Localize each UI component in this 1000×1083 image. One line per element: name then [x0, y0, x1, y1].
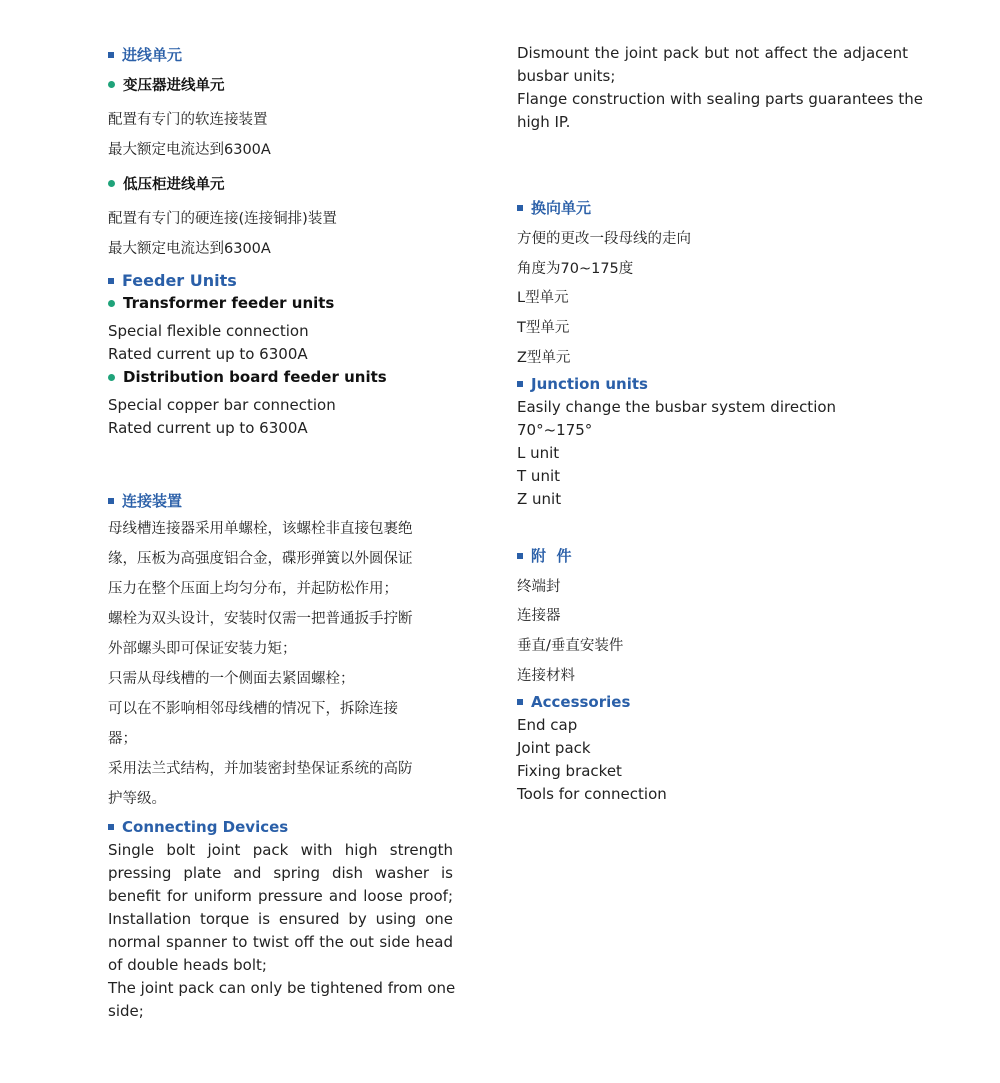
connecting-en-line: benefit for uniform pressure and loose proof; [108, 887, 453, 905]
connecting-en-line: The joint pack can only be tightened from one [108, 979, 456, 997]
connecting-zh-line: 缘，压板为高强度铝合金，碟形弹簧以外圆保证 [108, 551, 413, 567]
accessories-en-line-1: End cap [517, 716, 578, 734]
junction-zh-heading [517, 197, 917, 218]
continued-en-line: Dismount the joint pack but not affect the adjacent [517, 44, 908, 62]
accessories-en-line-4: Tools for connection [517, 785, 667, 803]
lv-board-incoming-zh-title-text: 低压柜进线单元 [123, 177, 225, 193]
distribution-feeder-en-line-1: Special copper bar connection [108, 396, 336, 414]
dot-bullet-icon [108, 81, 115, 88]
connecting-zh-line: 只需从母线槽的一个侧面去紧固螺栓； [108, 671, 355, 687]
transformer-incoming-zh-line-2: 最大额定电流达到6300A [108, 142, 271, 158]
junction-zh-line-2: 角度为70~175度 [517, 261, 634, 277]
square-bullet-icon [517, 381, 523, 387]
connecting-en-paragraph [108, 839, 456, 1023]
junction-zh-line-3: L型单元 [517, 290, 569, 306]
square-bullet-icon [108, 52, 114, 58]
lv-board-incoming-zh-line-1: 配置有专门的硬连接(连接铜排)装置 [108, 211, 337, 227]
incoming-zh-heading-text: 进线单元 [122, 46, 183, 64]
square-bullet-icon [517, 553, 523, 559]
connecting-en-heading [108, 818, 453, 836]
square-bullet-icon [108, 278, 114, 284]
accessories-zh-line-4: 连接材料 [517, 668, 575, 684]
connecting-zh-paragraph [108, 514, 453, 814]
connecting-en-line: side; [108, 1002, 144, 1020]
junction-en-line-1: Easily change the busbar system direction [517, 398, 837, 416]
junction-en-heading-text: Junction units [531, 375, 648, 393]
connecting-zh-line: 采用法兰式结构，并加装密封垫保证系统的高防 [108, 761, 413, 777]
continued-en-paragraph [517, 42, 923, 134]
connecting-zh-line: 可以在不影响相邻母线槽的情况下，拆除连接 [108, 701, 398, 717]
junction-en-line-2: 70°~175° [517, 421, 593, 439]
connecting-zh-heading [108, 490, 453, 511]
continued-en-line: Flange construction with sealing parts guarantees the [517, 90, 923, 108]
connecting-zh-line: 外部螺头即可保证安装力矩； [108, 641, 297, 657]
incoming-zh-heading [108, 44, 453, 65]
square-bullet-icon [517, 205, 523, 211]
junction-zh-line-4: T型单元 [517, 320, 570, 336]
lv-board-incoming-zh-title [108, 173, 453, 194]
dot-bullet-icon [108, 374, 115, 381]
dot-bullet-icon [108, 300, 115, 307]
junction-zh-line-1: 方便的更改一段母线的走向 [517, 231, 691, 247]
connecting-en-line: pressing plate and spring dish washer is [108, 864, 453, 882]
connecting-en-line: normal spanner to twist off the out side head [108, 933, 453, 951]
continued-en-line: busbar units; [517, 67, 616, 85]
distribution-feeder-en-line-2: Rated current up to 6300A [108, 419, 308, 437]
transformer-feeder-en-title-text: Transformer feeder units [123, 294, 335, 312]
junction-en-heading [517, 375, 917, 393]
connecting-zh-line: 螺栓为双头设计，安装时仅需一把普通扳手拧断 [108, 611, 413, 627]
junction-en-line-5: Z unit [517, 490, 562, 508]
square-bullet-icon [108, 498, 114, 504]
feeder-en-heading [108, 271, 453, 290]
accessories-zh-heading-text: 附 件 [531, 547, 572, 565]
accessories-en-heading [517, 693, 917, 711]
accessories-zh-line-1: 终端封 [517, 579, 561, 595]
transformer-feeder-en-line-2: Rated current up to 6300A [108, 345, 308, 363]
junction-zh-line-5: Z型单元 [517, 350, 571, 366]
connecting-zh-line: 器； [108, 731, 137, 747]
accessories-zh-line-3: 垂直/垂直安装件 [517, 638, 624, 654]
distribution-feeder-en-title-text: Distribution board feeder units [123, 368, 387, 386]
square-bullet-icon [108, 824, 114, 830]
accessories-en-line-3: Fixing bracket [517, 762, 622, 780]
lv-board-incoming-zh-line-2: 最大额定电流达到6300A [108, 241, 271, 257]
connecting-zh-line: 母线槽连接器采用单螺栓，该螺栓非直接包裹绝 [108, 521, 413, 537]
transformer-feeder-en-line-1: Special flexible connection [108, 322, 309, 340]
connecting-zh-heading-text: 连接装置 [122, 492, 183, 510]
feeder-en-heading-text: Feeder Units [122, 271, 237, 290]
junction-zh-heading-text: 换向单元 [531, 199, 592, 217]
junction-en-line-4: T unit [517, 467, 560, 485]
transformer-incoming-zh-title-text: 变压器进线单元 [123, 78, 225, 94]
transformer-feeder-en-title [108, 294, 453, 312]
connecting-en-line: Single bolt joint pack with high strength [108, 841, 453, 859]
accessories-en-line-2: Joint pack [517, 739, 591, 757]
connecting-zh-line: 压力在整个压面上均匀分布，并起防松作用； [108, 581, 398, 597]
transformer-incoming-zh-title [108, 74, 453, 95]
junction-en-line-3: L unit [517, 444, 560, 462]
dot-bullet-icon [108, 180, 115, 187]
continued-en-line: high IP. [517, 113, 571, 131]
transformer-incoming-zh-line-1: 配置有专门的软连接装置 [108, 112, 268, 128]
connecting-en-heading-text: Connecting Devices [122, 818, 289, 836]
connecting-en-line: of double heads bolt; [108, 956, 267, 974]
accessories-en-heading-text: Accessories [531, 693, 631, 711]
distribution-feeder-en-title [108, 368, 453, 386]
accessories-zh-line-2: 连接器 [517, 608, 561, 624]
square-bullet-icon [517, 699, 523, 705]
connecting-zh-line: 护等级。 [108, 791, 166, 807]
connecting-en-line: Installation torque is ensured by using one [108, 910, 453, 928]
accessories-zh-heading [517, 545, 917, 566]
